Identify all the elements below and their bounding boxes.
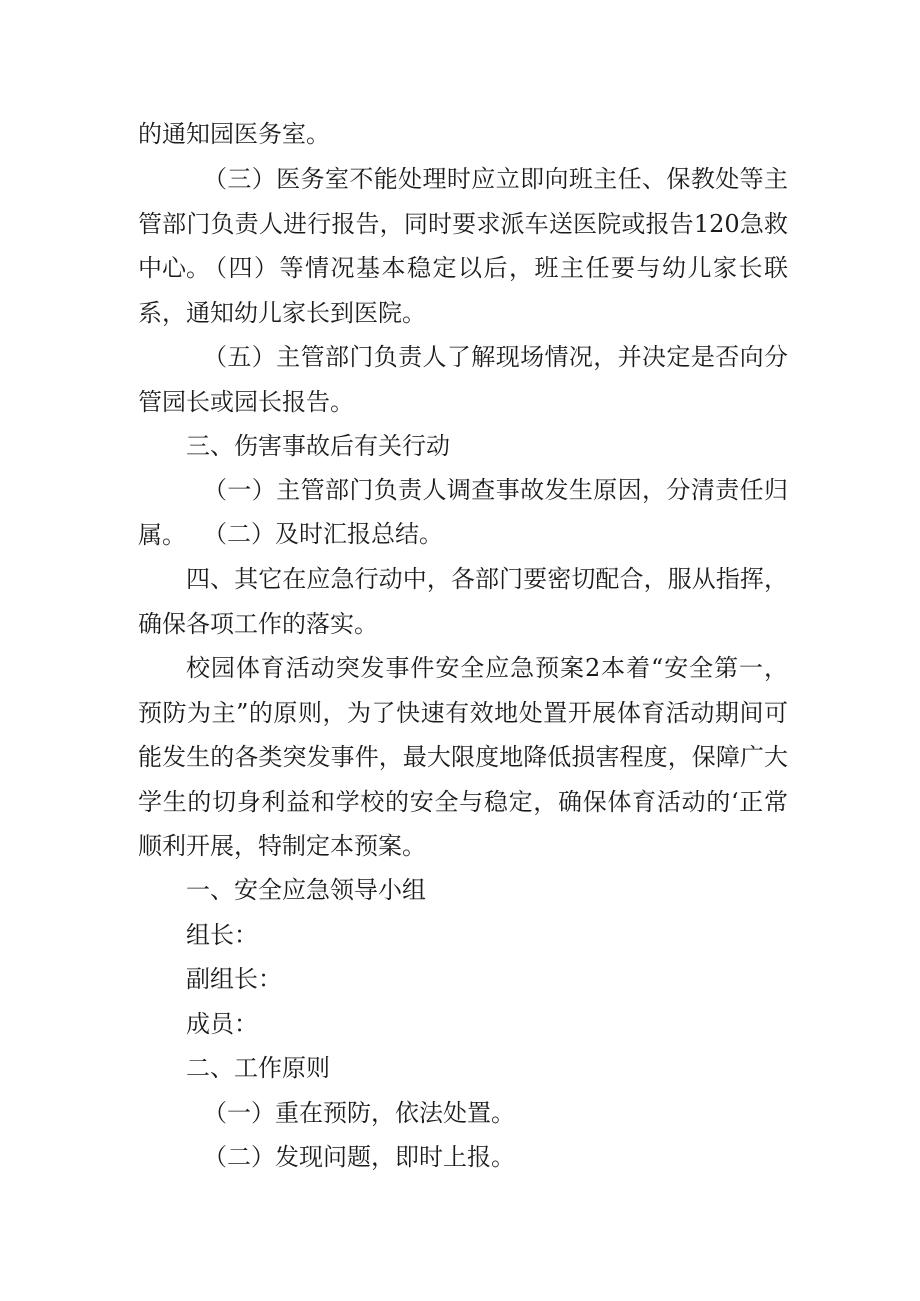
members-line: 成员： (186, 1010, 258, 1038)
paragraph-item-3: （三）医务室不能处理时应立即向班主任、保教处等主管部门负责人进行报告，同时要求派车送医院或报告120急救中心。 (138, 165, 788, 282)
group-leader-line: 组长： (186, 921, 258, 949)
principle-item-2: （二）发现问题，即时上报。 (203, 1143, 515, 1171)
section-heading-3: 三、伤害事故后有关行动 (186, 432, 450, 460)
principle-item-1: （一）重在预防，依法处置。 (203, 1099, 515, 1127)
section-heading-2: 二、工作原则 (186, 1054, 330, 1082)
paragraph-item-4: （四）等情况基本稳定以后，班主任要与幼儿家长联系，通知幼儿家长到医院。 (138, 254, 788, 327)
paragraph-plan-intro: 校园体育活动突发事件安全应急预案2本着“安全第一，预防为主”的原则，为了快速有效地处置开展体育活动期间可能发生的各类突发事件，最大限度地降低损害程度，保障广大学生的切身利益和学校的安全与稳定，确保体育活动的‘正常顺利开展，特制定本预案。 (138, 654, 788, 860)
deputy-leader-line: 副组长： (186, 965, 282, 993)
paragraph-item-2: （二）及时汇报总结。 (203, 520, 443, 548)
section-heading-4: 四、其它在应急行动中，各部门要密切配合，服从指挥，确保各项工作的落实。 (138, 565, 788, 638)
paragraph-item-5: （五）主管部门负责人了解现场情况，并决定是否向分管园长或园长报告。 (138, 343, 788, 416)
paragraph-item-1: （一）主管部门负责人调查事故发生原因，分清责任归属。 (138, 476, 788, 549)
paragraph-continuation: 的通知园医务室。 (138, 120, 330, 148)
section-heading-1: 一、安全应急领导小组 (186, 876, 426, 904)
